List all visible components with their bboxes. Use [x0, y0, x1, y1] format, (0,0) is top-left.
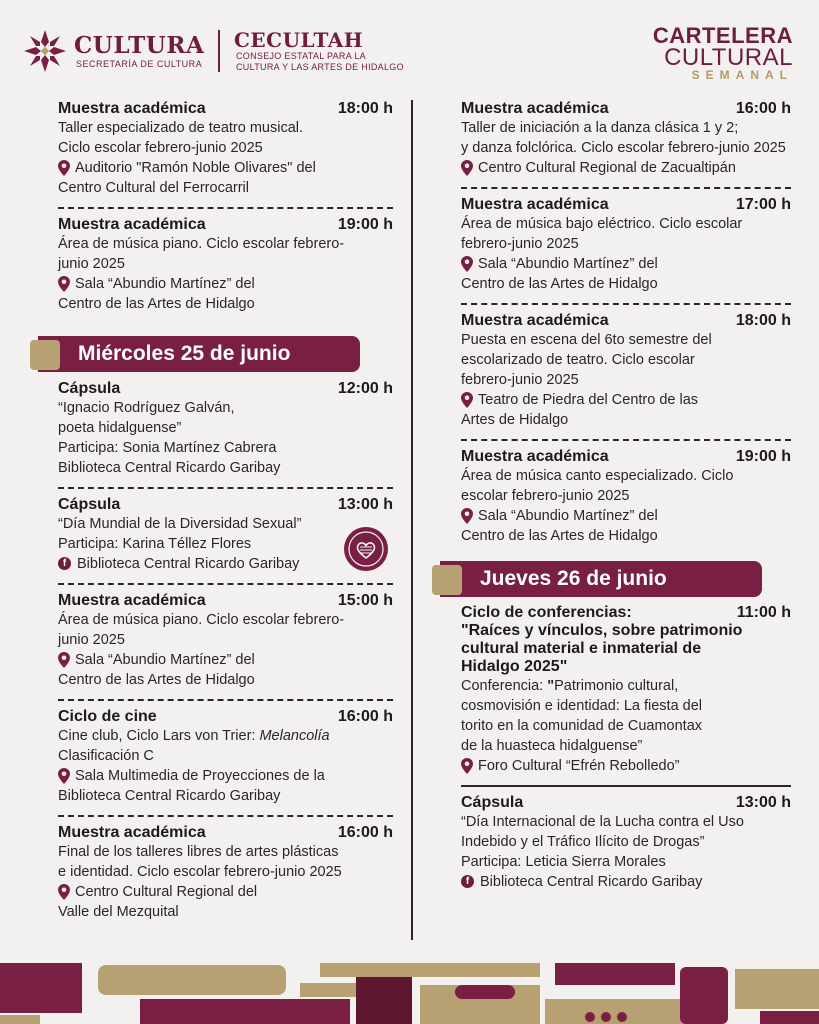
map-pin-icon — [58, 768, 70, 784]
map-pin-icon — [58, 276, 70, 292]
cartelera-semanal: SEMANAL — [691, 68, 793, 82]
event-time: 11:00 h — [736, 604, 791, 621]
place-line: Sala “Abundio Martínez” del — [478, 508, 658, 524]
facebook-icon: f — [461, 875, 474, 888]
event-title: Ciclo de cine — [58, 708, 157, 725]
place-line: Centro de las Artes de Hidalgo — [461, 276, 658, 292]
map-pin-icon — [58, 652, 70, 668]
conference-title-line: cultural material e inmaterial de — [461, 640, 702, 657]
conference-title-line: "Raíces y vínculos, sobre patrimonio — [461, 622, 743, 639]
event-place — [461, 390, 791, 410]
event-title: Muestra académica — [58, 824, 206, 841]
event-separator — [58, 806, 393, 824]
event-line: Participa: Sonia Martínez Cabrera — [58, 440, 277, 456]
event-title: Muestra académica — [461, 312, 609, 329]
event-card — [58, 708, 393, 806]
event-line: poeta hidalguense” — [58, 420, 182, 436]
event-card — [58, 824, 393, 922]
map-pin-icon — [58, 884, 70, 900]
brand-divider — [218, 30, 220, 72]
place-line: Biblioteca Central Ricardo Garibay — [58, 788, 281, 804]
event-separator — [58, 690, 393, 708]
event-line: “Ignacio Rodríguez Galván, — [58, 400, 235, 416]
cartelera-title: CARTELERA — [652, 23, 793, 48]
event-place — [58, 766, 393, 786]
event-line: Participa: Karina Téllez Flores — [58, 536, 252, 552]
event-title: Muestra académica — [58, 592, 206, 609]
event-time: 16:00 h — [337, 708, 393, 725]
event-time: 17:00 h — [735, 196, 791, 213]
cultura-brand-subtitle: SECRETARÍA DE CULTURA — [76, 59, 203, 69]
event-line-prefix: Cine club, Ciclo Lars von Trier: — [58, 728, 260, 744]
day-banner-label: Jueves 26 de junio — [480, 567, 667, 590]
place-line: Centro Cultural del Ferrocarril — [58, 180, 249, 196]
event-place[interactable] — [461, 872, 791, 892]
event-line: Final de los talleres libres de artes plásticas — [58, 844, 339, 860]
event-line: junio 2025 — [58, 632, 125, 648]
conference-text: Patrimonio cultural, — [554, 678, 679, 694]
cultura-brand-title: CULTURA — [74, 32, 205, 59]
event-place[interactable] — [58, 554, 393, 574]
place-line: Biblioteca Central Ricardo Garibay — [77, 556, 300, 572]
conference-quote: " — [547, 678, 555, 694]
event-line: cosmovisión e identidad: La fiesta del — [461, 698, 703, 714]
place-line: Foro Cultural “Efrén Rebolledo” — [478, 758, 680, 774]
day-banner-thursday — [440, 561, 762, 597]
place-line: Centro de las Artes de Hidalgo — [58, 672, 255, 688]
place-line: Centro de las Artes de Hidalgo — [461, 528, 658, 544]
event-card — [58, 380, 393, 478]
event-separator — [461, 178, 791, 196]
facebook-icon: f — [58, 557, 71, 570]
event-line: Participa: Leticia Sierra Morales — [461, 854, 666, 870]
event-line: escolarizado de teatro. Ciclo escolar — [461, 352, 695, 368]
conference-prefix: Conferencia: — [461, 678, 548, 694]
event-time: 18:00 h — [735, 312, 791, 329]
day-banner-label: Miércoles 25 de junio — [78, 342, 291, 365]
decorative-footer-pattern — [0, 955, 819, 1024]
event-time: 13:00 h — [735, 794, 791, 811]
banner-gold-accent — [432, 565, 462, 595]
event-card — [58, 592, 393, 690]
map-pin-icon — [461, 256, 473, 272]
cecultah-brand-subtitle-2: CULTURA Y LAS ARTES DE HIDALGO — [236, 62, 404, 72]
map-pin-icon — [461, 758, 473, 774]
event-time: 16:00 h — [337, 824, 393, 841]
event-title: Ciclo de conferencias: — [461, 604, 632, 621]
event-title: Muestra académica — [461, 448, 609, 465]
event-line: Área de música canto especializado. Ciclo — [461, 468, 734, 484]
film-title: Melancolía — [259, 728, 330, 744]
event-line: e identidad. Ciclo escolar febrero-junio 2025 — [58, 864, 342, 880]
event-title: Muestra académica — [461, 196, 609, 213]
event-place — [58, 274, 393, 294]
event-line: de la huasteca hidalguense” — [461, 738, 643, 754]
event-separator — [58, 478, 393, 496]
event-line: febrero-junio 2025 — [461, 236, 579, 252]
diversity-heart-icon — [344, 527, 388, 571]
event-place — [461, 254, 791, 274]
event-line: y danza folclórica. Ciclo escolar febrero-junio 2025 — [461, 140, 786, 156]
event-card — [461, 312, 791, 430]
event-line: Área de música piano. Ciclo escolar febrero- — [58, 236, 345, 252]
event-place — [461, 756, 791, 776]
event-line: Taller especializado de teatro musical. — [58, 120, 304, 136]
event-card — [461, 196, 791, 294]
cecultah-brand-title: CECULTAH — [234, 28, 364, 52]
map-pin-icon — [58, 160, 70, 176]
event-title: Muestra académica — [58, 216, 206, 233]
event-time: 18:00 h — [337, 100, 393, 117]
event-place — [58, 882, 393, 902]
column-divider — [411, 100, 413, 940]
map-pin-icon — [461, 392, 473, 408]
event-line: Puesta en escena del 6to semestre del — [461, 332, 712, 348]
banner-gold-accent — [30, 340, 60, 370]
event-card — [461, 100, 791, 178]
event-line: “Día Mundial de la Diversidad Sexual” — [58, 516, 302, 532]
cecultah-brand-subtitle-1: CONSEJO ESTATAL PARA LA — [236, 51, 366, 61]
event-line — [58, 726, 393, 746]
event-line — [461, 676, 791, 696]
event-line: junio 2025 — [58, 256, 125, 272]
event-time: 19:00 h — [735, 448, 791, 465]
place-line: Sala “Abundio Martínez” del — [478, 256, 658, 272]
event-line: escolar febrero-junio 2025 — [461, 488, 630, 504]
event-card — [58, 496, 393, 574]
cultura-flower-logo-icon — [22, 28, 68, 74]
place-line: Biblioteca Central Ricardo Garibay — [480, 874, 703, 890]
event-time: 12:00 h — [337, 380, 393, 397]
event-time: 16:00 h — [735, 100, 791, 117]
place-line: Valle del Mezquital — [58, 904, 179, 920]
conference-title-line: Hidalgo 2025" — [461, 658, 568, 675]
map-pin-icon — [461, 160, 473, 176]
event-place — [58, 158, 393, 178]
place-line: Auditorio "Ramón Noble Olivares" del — [75, 160, 316, 176]
event-place — [58, 650, 393, 670]
event-card — [461, 794, 791, 892]
place-line: Centro Cultural Regional de Zacualtipán — [478, 160, 736, 176]
event-line: “Día Internacional de la Lucha contra el Uso — [461, 814, 744, 830]
event-card — [58, 100, 393, 198]
event-separator — [58, 198, 393, 216]
event-title: Muestra académica — [461, 100, 609, 117]
event-title: Cápsula — [461, 794, 524, 811]
place-line: Sala Multimedia de Proyecciones de la — [75, 768, 325, 784]
event-line: Taller de iniciación a la danza clásica 1 y 2; — [461, 120, 739, 136]
event-time: 19:00 h — [337, 216, 393, 233]
place-line: Centro Cultural Regional del — [75, 884, 258, 900]
event-card — [461, 448, 791, 546]
event-separator — [461, 430, 791, 448]
event-separator — [58, 574, 393, 592]
event-line: torito en la comunidad de Cuamontax — [461, 718, 703, 734]
cartelera-cultural: CULTURAL — [664, 44, 793, 71]
event-line: febrero-junio 2025 — [461, 372, 579, 388]
event-separator — [461, 294, 791, 312]
place-line: Teatro de Piedra del Centro de las — [478, 392, 699, 408]
event-separator — [461, 776, 791, 794]
place-line: Sala “Abundio Martínez” del — [75, 652, 255, 668]
place-line: Centro de las Artes de Hidalgo — [58, 296, 255, 312]
event-place — [461, 158, 791, 178]
day-banner-wednesday — [38, 336, 360, 372]
event-title: Cápsula — [58, 496, 121, 513]
event-line: Área de música bajo eléctrico. Ciclo escolar — [461, 216, 743, 232]
event-time: 15:00 h — [337, 592, 393, 609]
place-line: Artes de Hidalgo — [461, 412, 569, 428]
place-line: Sala “Abundio Martínez” del — [75, 276, 255, 292]
event-line: Indebido y el Tráfico Ilícito de Drogas” — [461, 834, 705, 850]
event-card — [461, 604, 791, 776]
map-pin-icon — [461, 508, 473, 524]
event-line: Área de música piano. Ciclo escolar febrero- — [58, 612, 345, 628]
left-column — [58, 100, 393, 922]
event-card — [58, 216, 393, 314]
event-time: 13:00 h — [337, 496, 393, 513]
event-title: Muestra académica — [58, 100, 206, 117]
event-line: Ciclo escolar febrero-junio 2025 — [58, 140, 263, 156]
event-place — [461, 506, 791, 526]
right-column — [461, 100, 791, 892]
event-line: Biblioteca Central Ricardo Garibay — [58, 460, 281, 476]
event-line: Clasificación C — [58, 748, 154, 764]
event-title: Cápsula — [58, 380, 121, 397]
